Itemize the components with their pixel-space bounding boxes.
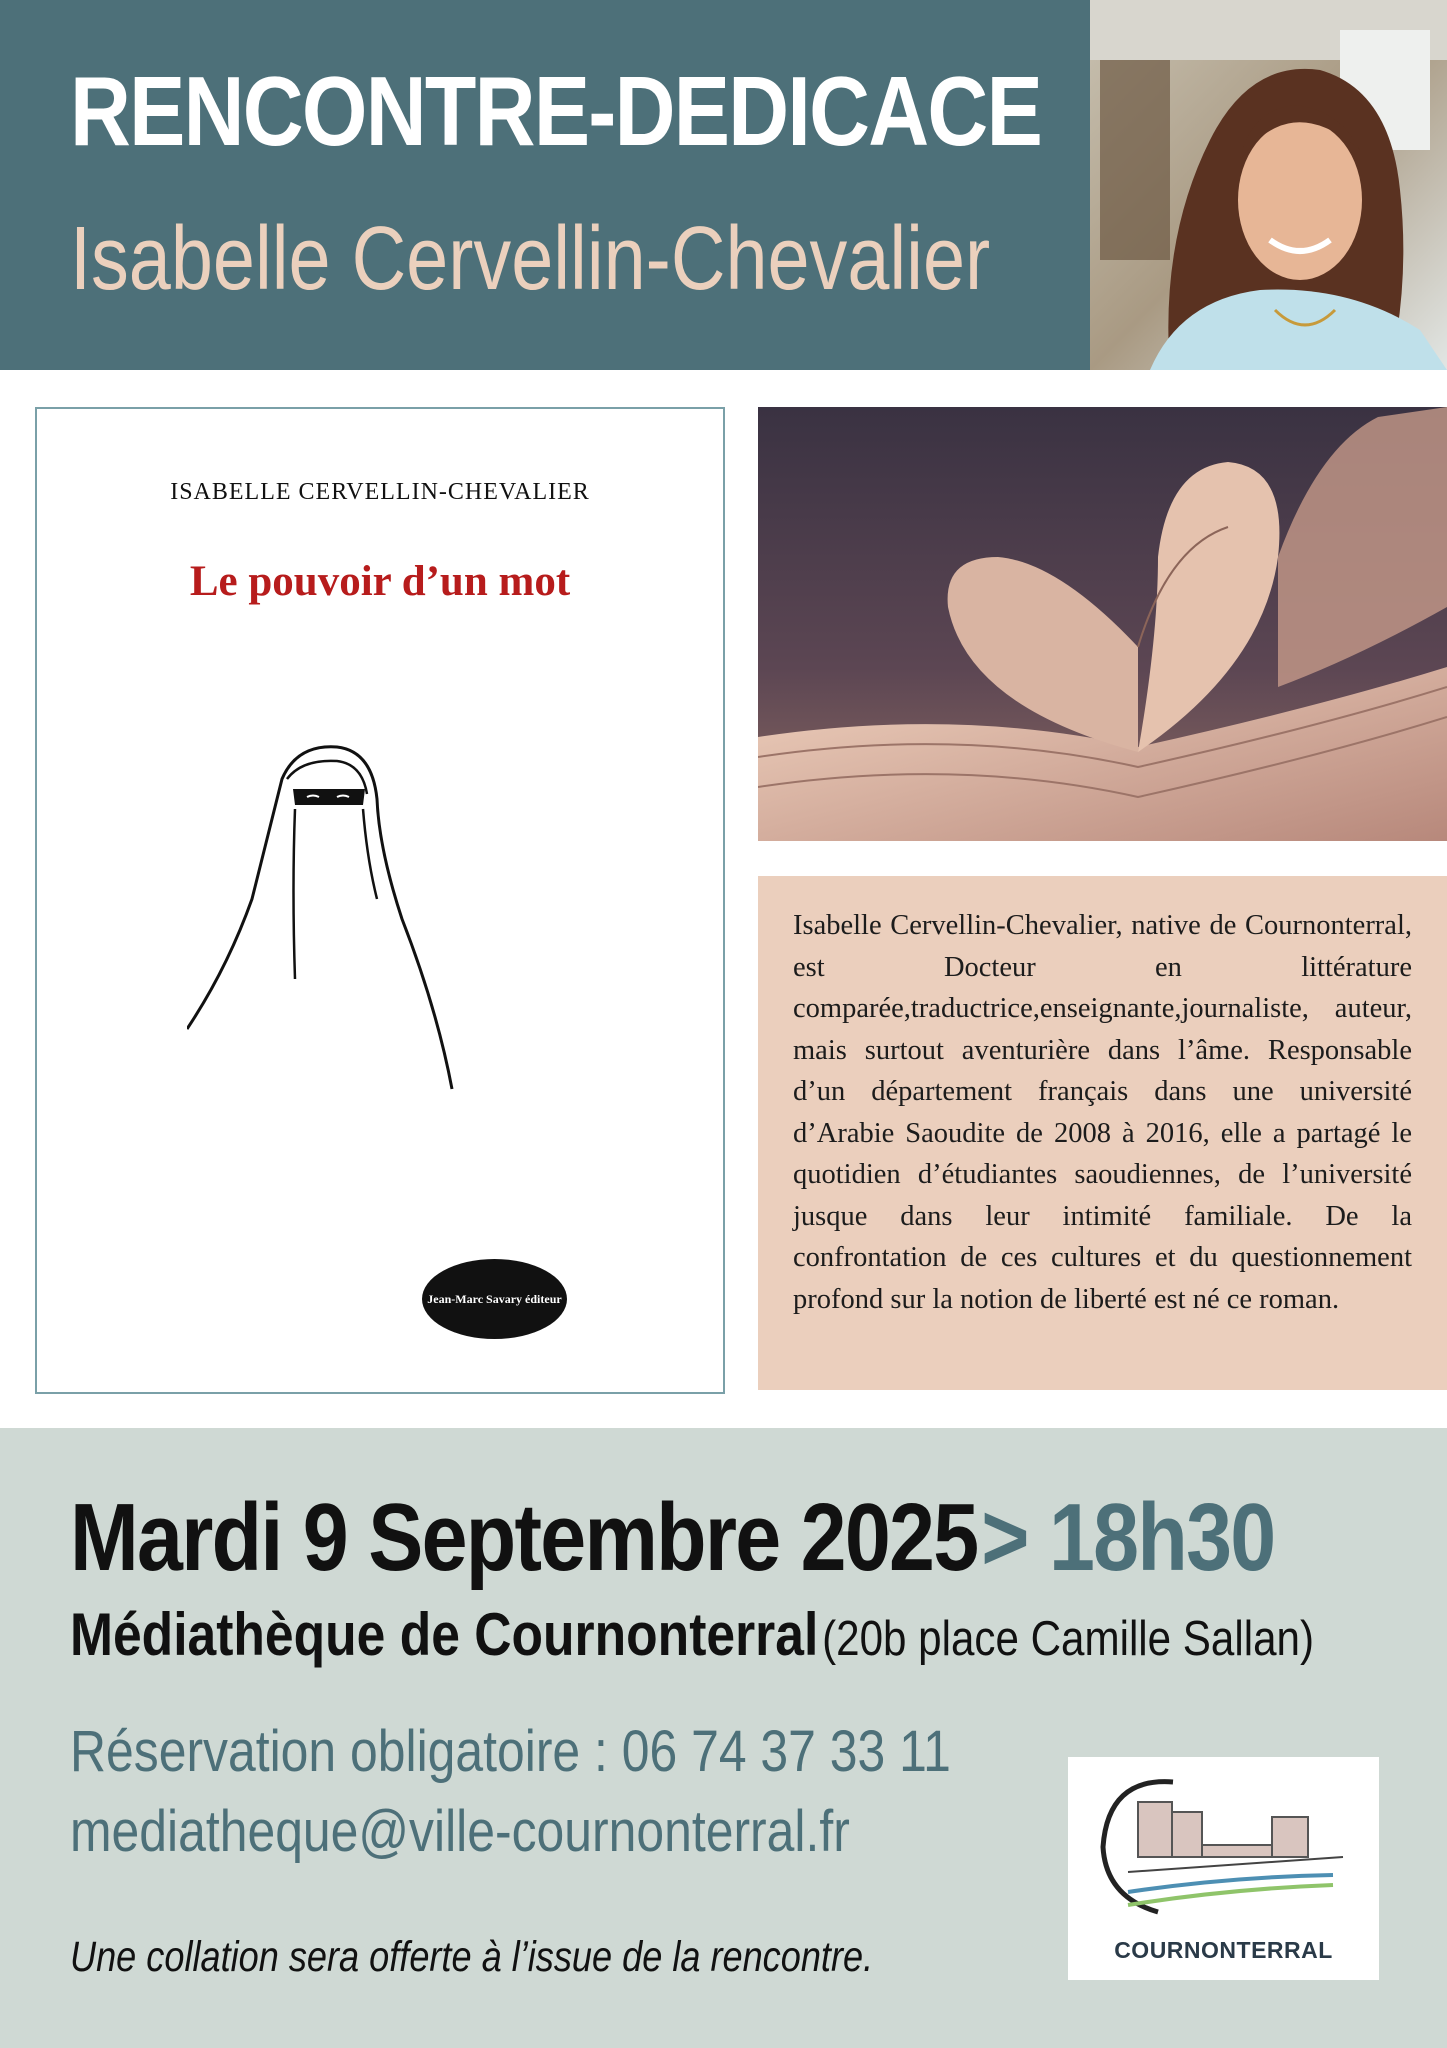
cover-title: Le pouvoir d’un mot	[189, 558, 571, 605]
date-line	[70, 1483, 1274, 1593]
event-address: (20b place Camille Sallan)	[822, 1612, 1314, 1666]
header-banner	[0, 0, 1090, 370]
town-name: COURNONTERRAL	[1114, 1937, 1333, 1963]
publisher-logo: Jean-Marc Savary éditeur	[422, 1259, 567, 1339]
castle-icon	[1068, 1757, 1379, 1937]
author-photo	[1090, 0, 1447, 370]
town-logo	[1068, 1757, 1379, 1980]
event-date: Mardi 9 Septembre 2025	[70, 1484, 978, 1591]
author-bio	[758, 876, 1447, 1390]
event-title: RENCONTRE-DEDICACE	[70, 56, 1042, 166]
heart-book-photo	[758, 407, 1447, 841]
reservation-phone: Réservation obligatoire : 06 74 37 33 11	[70, 1719, 951, 1784]
event-venue: Médiathèque de Cournonterral	[70, 1601, 819, 1668]
book-cover	[35, 407, 725, 1394]
author-name: Isabelle Cervellin-Chevalier	[70, 209, 991, 309]
cover-author: ISABELLE CERVELLIN-CHEVALIER	[170, 479, 590, 505]
event-time: > 18h30	[981, 1484, 1275, 1591]
venue-line	[70, 1600, 1314, 1669]
event-details	[0, 1428, 1447, 2048]
bio-text: Isabelle Cervellin-Chevalier, native de Cournonterral, est Docteur en littérature comparée,traductrice,enseignante,journaliste, auteur, mais surtout aventurière dans l’âme. Responsable d’un département français dans une université d’Arabie Saoudite de 2008 à 2016, elle a partagé le quotidien d’étudiantes saoudiennes, de l’université jusque dans leur intimité familiale. De la confrontation de ces cultures et du questionnement profond sur la notion de liberté est né ce roman.	[793, 910, 1412, 1315]
collation-note: Une collation sera offerte à l’issue de la rencontre.	[70, 1933, 874, 1981]
veiled-woman-illustration	[187, 739, 527, 1179]
contact-email: mediatheque@ville-cournonterral.fr	[70, 1799, 850, 1864]
